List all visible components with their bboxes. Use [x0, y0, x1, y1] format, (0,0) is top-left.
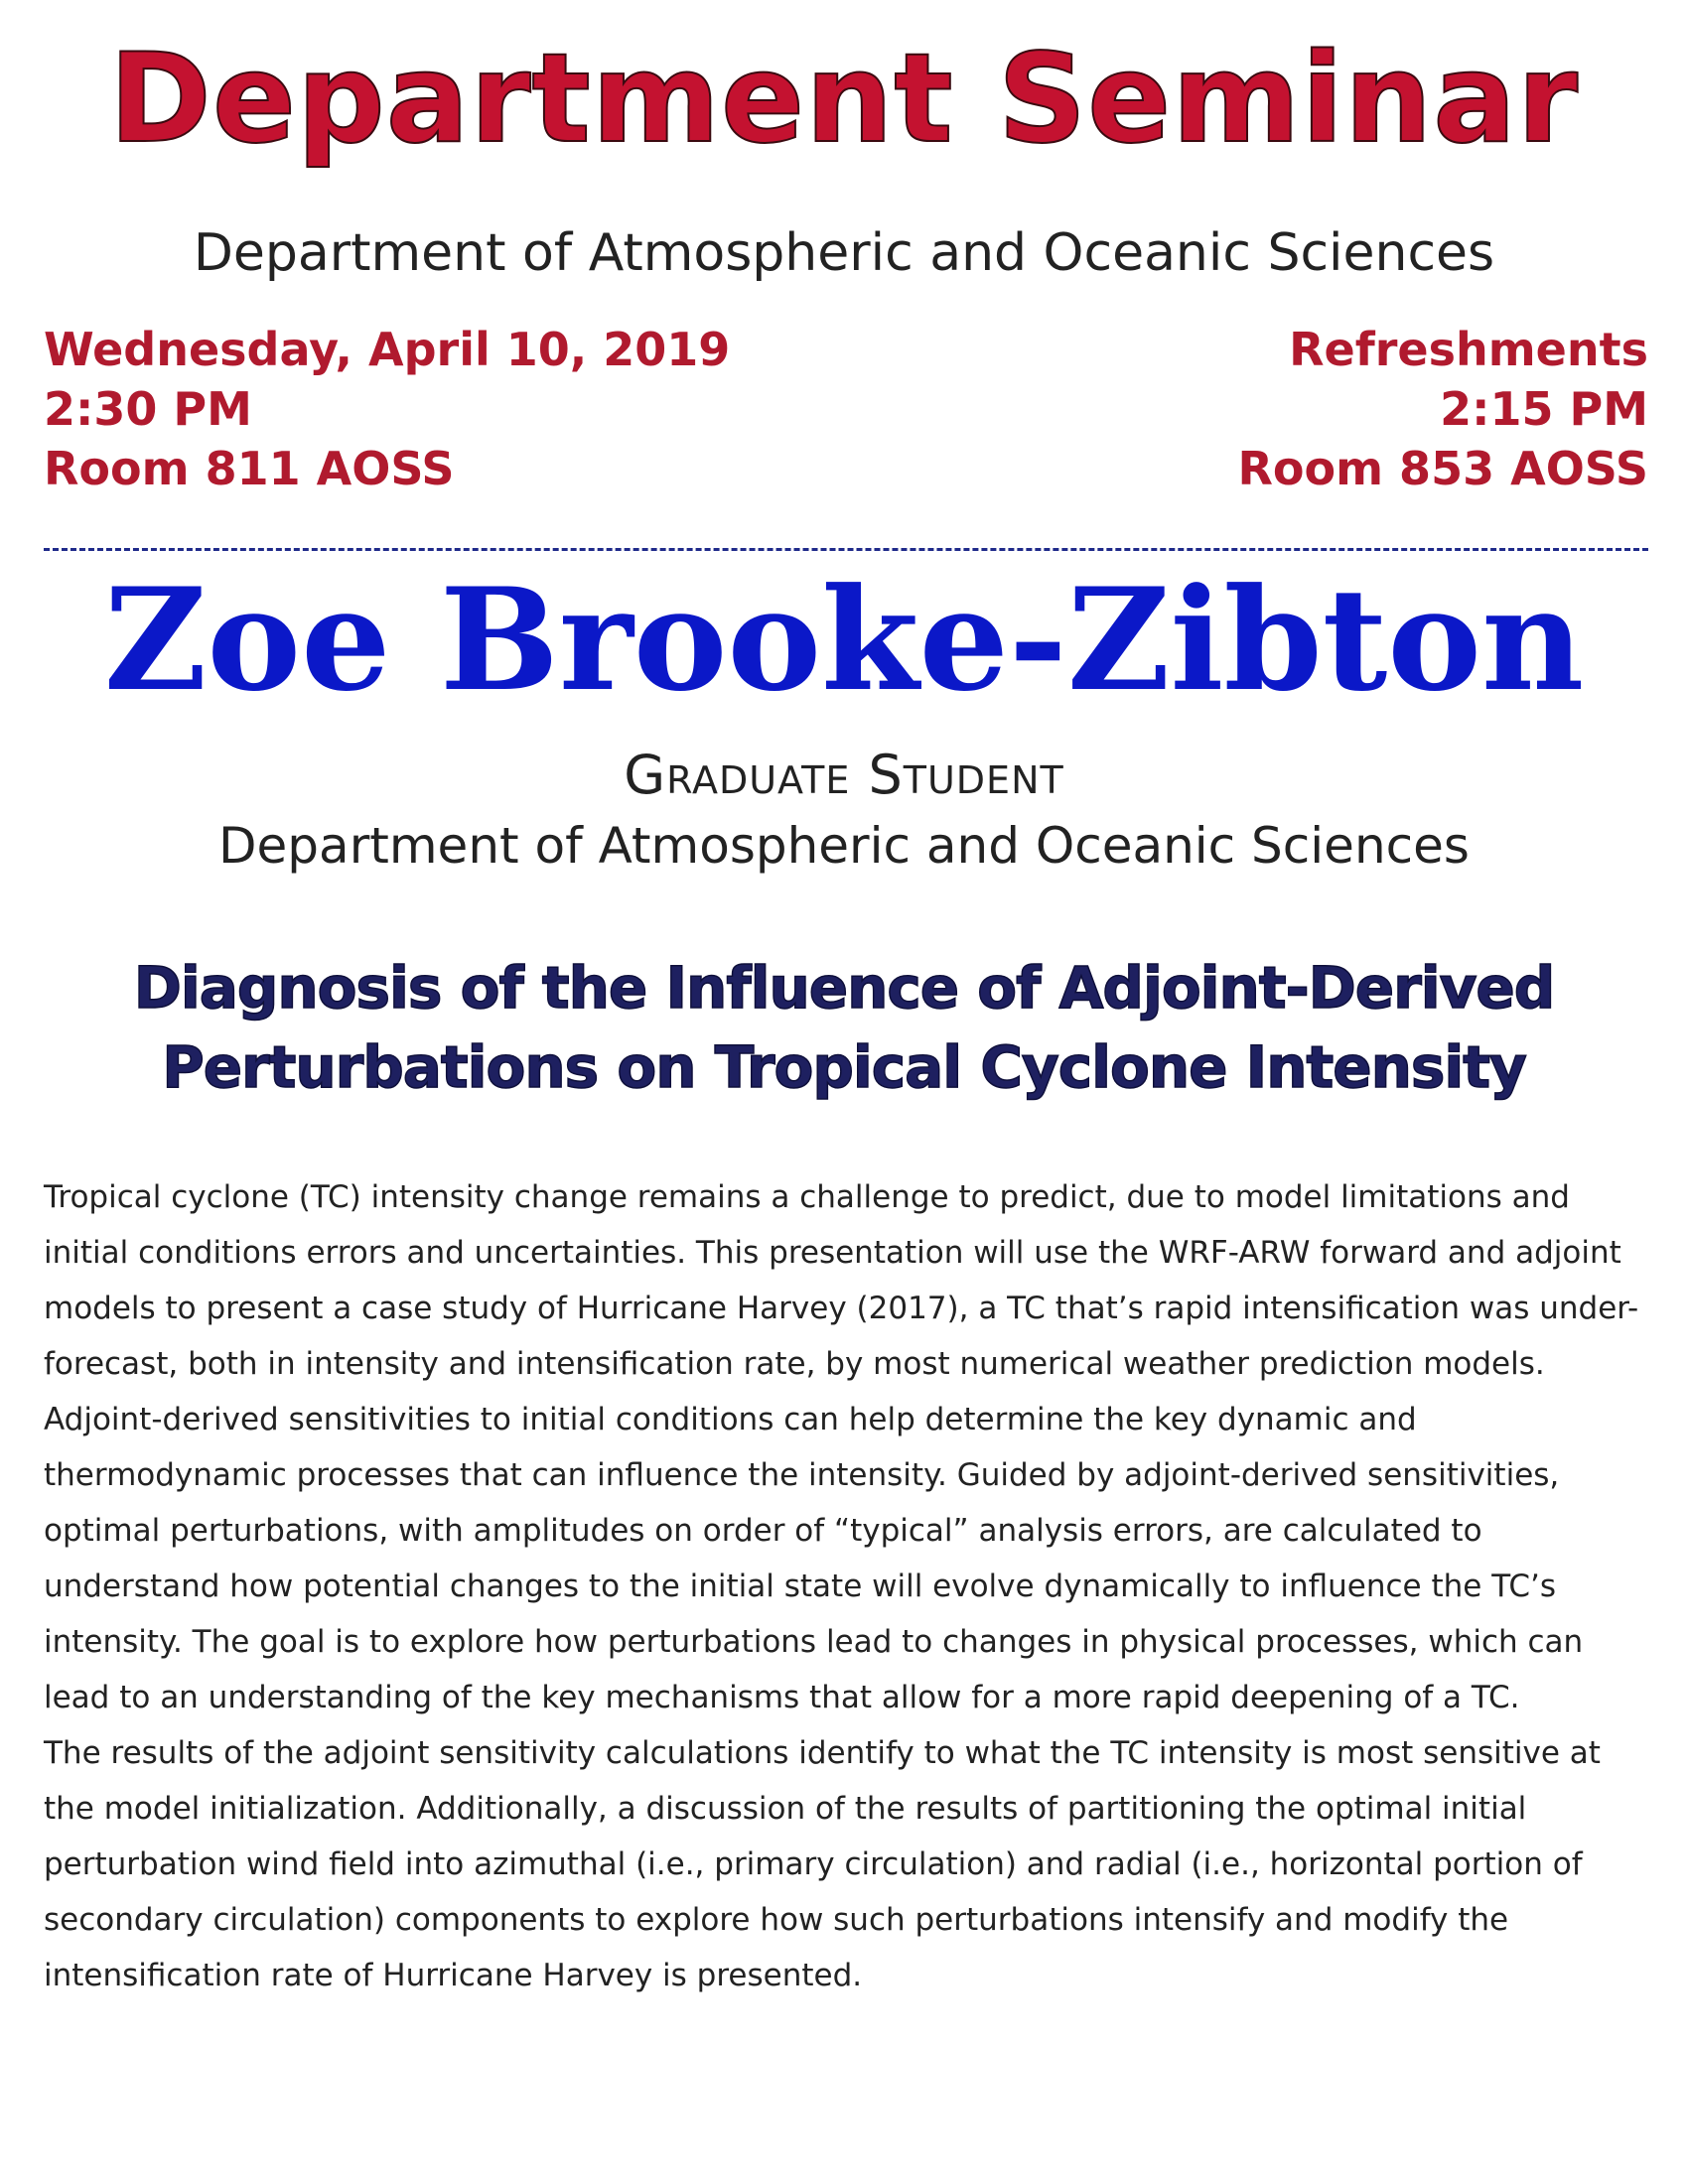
refreshments-time: 2:15 PM	[1440, 382, 1648, 436]
abstract	[44, 1169, 1648, 2003]
seminar-date: Wednesday, April 10, 2019	[44, 323, 731, 376]
talk-title-line-1: Diagnosis of the Influence of Adjoint-Derived	[133, 954, 1555, 1022]
speaker-role: Graduate Student	[624, 744, 1064, 806]
host-department: Department of Atmospheric and Oceanic Sciences	[193, 223, 1495, 283]
refreshments-room: Room 853 AOSS	[1237, 442, 1648, 495]
page-title: Department Seminar	[108, 28, 1580, 171]
abstract-paragraph: Tropical cyclone (TC) intensity change remains a challenge to predict, due to model limitations and initial conditions errors and uncertainties. This presentation will use the WRF-ARW forward and adjoint models to present a case study of Hurricane Harvey (2017), a TC that’s rapid intensification was under-forecast, both in intensity and intensification rate, by most numerical weather prediction models.	[44, 1179, 1639, 1382]
talk-title	[60, 948, 1628, 1107]
seminar-room: Room 811 AOSS	[44, 442, 455, 495]
refreshments-details	[1237, 320, 1648, 498]
talk-title-line-2: Perturbations on Tropical Cyclone Intensity	[162, 1033, 1526, 1101]
seminar-time: 2:30 PM	[44, 382, 252, 436]
speaker-department: Department of Atmospheric and Oceanic Sciences	[218, 817, 1470, 875]
refreshments-label: Refreshments	[1289, 323, 1648, 376]
abstract-paragraph: The results of the adjoint sensitivity calculations identify to what the TC intensity is most sensitive at the model initialization. Additionally, a discussion of the results of partitioning the optimal initial perturbation wind field into azimuthal (i.e., primary circulation) and radial (i.e., horizontal portion of secondary circulation) components to explore how such perturbations intensify and modify the intensification rate of Hurricane Harvey is presented.	[44, 1735, 1601, 1993]
seminar-details	[44, 320, 730, 498]
abstract-paragraph: Adjoint-derived sensitivities to initial conditions can help determine the key dynamic and thermodynamic processes that can influence the intensity. Guided by adjoint-derived sensitivities, optimal perturbations, with amplitudes on order of “typical” analysis errors, are calculated to understand how potential changes to the initial state will evolve dynamically to influence the TC’s intensity. The goal is to explore how perturbations lead to changes in physical processes, which can lead to an understanding of the key mechanisms that allow for a more rapid deepening of a TC.	[44, 1402, 1584, 1715]
speaker-name: Zoe Brooke-Zibton	[103, 558, 1585, 723]
dashed-divider	[44, 548, 1648, 551]
